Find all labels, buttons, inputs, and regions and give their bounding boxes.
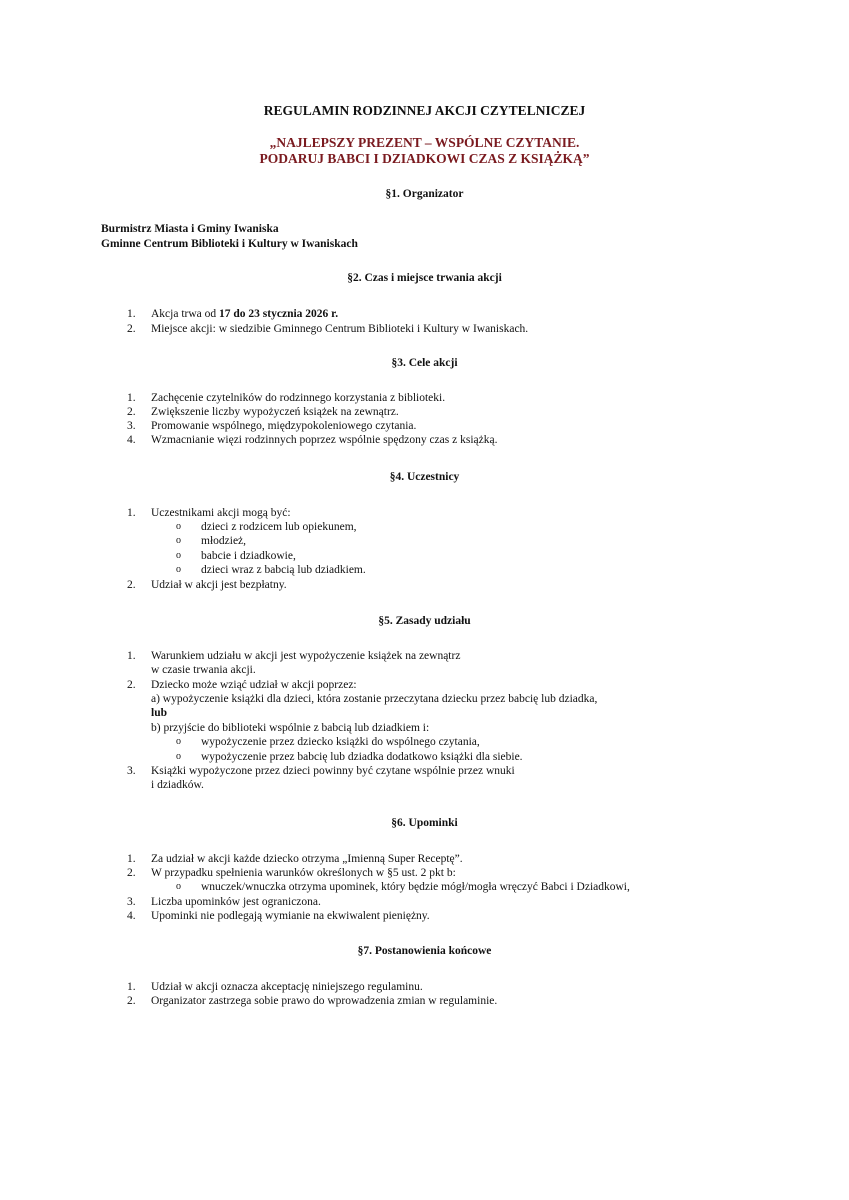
document-title: REGULAMIN RODZINNEJ AKCJI CZYTELNICZEJ (263, 103, 586, 118)
bullet-icon: o (176, 521, 181, 532)
bullet-icon: o (176, 881, 181, 892)
list-number: 2. (127, 995, 136, 1007)
list-number: 4. (127, 434, 136, 446)
list-item-continuation: i dziadków. (151, 779, 204, 791)
bullet-item: wnuczek/wnuczka otrzyma upominek, który będzie mógł/mogła wręczyć Babci i Dziadkowi, (201, 881, 630, 893)
list-item: Upominki nie podlegają wymianie na ekwiwalent pieniężny. (151, 910, 430, 922)
section-3-heading: §3. Cele akcji (391, 357, 458, 369)
list-item: Uczestnikami akcji mogą być: (151, 507, 291, 519)
list-number: 2. (127, 679, 136, 691)
list-number: 2. (127, 406, 136, 418)
or-label: lub (151, 707, 167, 719)
list-item: Udział w akcji jest bezpłatny. (151, 579, 287, 591)
list-item: Wzmacnianie więzi rodzinnych poprzez wspólnie spędzony czas z książką. (151, 434, 498, 446)
section-2-heading: §2. Czas i miejsce trwania akcji (347, 272, 502, 284)
list-number: 1. (127, 981, 136, 993)
bullet-item: wypożyczenie przez babcię lub dziadka dodatkowo książki dla siebie. (201, 751, 523, 763)
list-item: Zwiększenie liczby wypożyczeń książek na zewnątrz. (151, 406, 399, 418)
list-number: 1. (127, 650, 136, 662)
document-subtitle (0, 135, 849, 167)
list-number: 1. (127, 853, 136, 865)
event-dates: 17 do 23 stycznia 2026 r. (219, 308, 339, 320)
list-item: Książki wypożyczone przez dzieci powinny być czytane wspólnie przez wnuki (151, 765, 515, 777)
list-item: Miejsce akcji: w siedzibie Gminnego Centrum Biblioteki i Kultury w Iwaniskach. (151, 323, 529, 335)
bullet-icon: o (176, 751, 181, 762)
option-a: a) wypożyczenie książki dla dzieci, która zostanie przeczytana dziecku przez babcię lub dziadka, (151, 693, 598, 705)
list-number: 1. (127, 392, 136, 404)
bullet-icon: o (176, 736, 181, 747)
bullet-item: dzieci wraz z babcią lub dziadkiem. (201, 564, 366, 576)
bullet-icon: o (176, 535, 181, 546)
list-item: Warunkiem udziału w akcji jest wypożyczenie książek na zewnątrz (151, 650, 461, 662)
list-item: W przypadku spełnienia warunków określonych w §5 ust. 2 pkt b: (151, 867, 456, 879)
list-number: 3. (127, 420, 136, 432)
list-number: 1. (127, 507, 136, 519)
organizer-line-1: Burmistrz Miasta i Gminy Iwaniska (101, 223, 279, 235)
list-number: 2. (127, 867, 136, 879)
list-item: Udział w akcji oznacza akceptację niniejszego regulaminu. (151, 981, 423, 993)
section-4-heading: §4. Uczestnicy (389, 471, 460, 483)
section-5-heading: §5. Zasady udziału (378, 615, 471, 627)
list-item: Dziecko może wziąć udział w akcji poprzez: (151, 679, 357, 691)
option-b: b) przyjście do biblioteki wspólnie z babcią lub dziadkiem i: (151, 722, 430, 734)
list-number: 3. (127, 765, 136, 777)
list-item-continuation: w czasie trwania akcji. (151, 664, 256, 676)
bullet-item: dzieci z rodzicem lub opiekunem, (201, 521, 357, 533)
bullet-item: wypożyczenie przez dziecko książki do wspólnego czytania, (201, 736, 480, 748)
bullet-icon: o (176, 564, 181, 575)
section-7-heading: §7. Postanowienia końcowe (357, 945, 492, 957)
list-item: Za udział w akcji każde dziecko otrzyma „Imienną Super Receptę”. (151, 853, 463, 865)
subtitle-line-1: „NAJLEPSZY PREZENT – WSPÓLNE CZYTANIE. (269, 135, 580, 150)
bullet-item: babcie i dziadkowie, (201, 550, 296, 562)
list-number: 4. (127, 910, 136, 922)
list-item: Organizator zastrzega sobie prawo do wprowadzenia zmian w regulaminie. (151, 995, 498, 1007)
item-text: Akcja trwa od (151, 308, 220, 320)
list-item: Zachęcenie czytelników do rodzinnego korzystania z biblioteki. (151, 392, 446, 404)
list-item: Liczba upominków jest ograniczona. (151, 896, 321, 908)
organizer-block (101, 222, 358, 252)
section-6-heading: §6. Upominki (391, 817, 458, 829)
organizer-line-2: Gminne Centrum Biblioteki i Kultury w Iwaniskach (101, 238, 358, 250)
list-item: Promowanie wspólnego, międzypokoleniowego czytania. (151, 420, 417, 432)
list-item (151, 307, 338, 321)
list-number: 2. (127, 579, 136, 591)
list-number: 1. (127, 308, 136, 320)
list-number: 3. (127, 896, 136, 908)
subtitle-line-2: PODARUJ BABCI I DZIADKOWI CZAS Z KSIĄŻKĄ” (259, 151, 590, 166)
section-1-heading: §1. Organizator (385, 188, 464, 200)
bullet-icon: o (176, 550, 181, 561)
list-number: 2. (127, 323, 136, 335)
bullet-item: młodzież, (201, 535, 247, 547)
